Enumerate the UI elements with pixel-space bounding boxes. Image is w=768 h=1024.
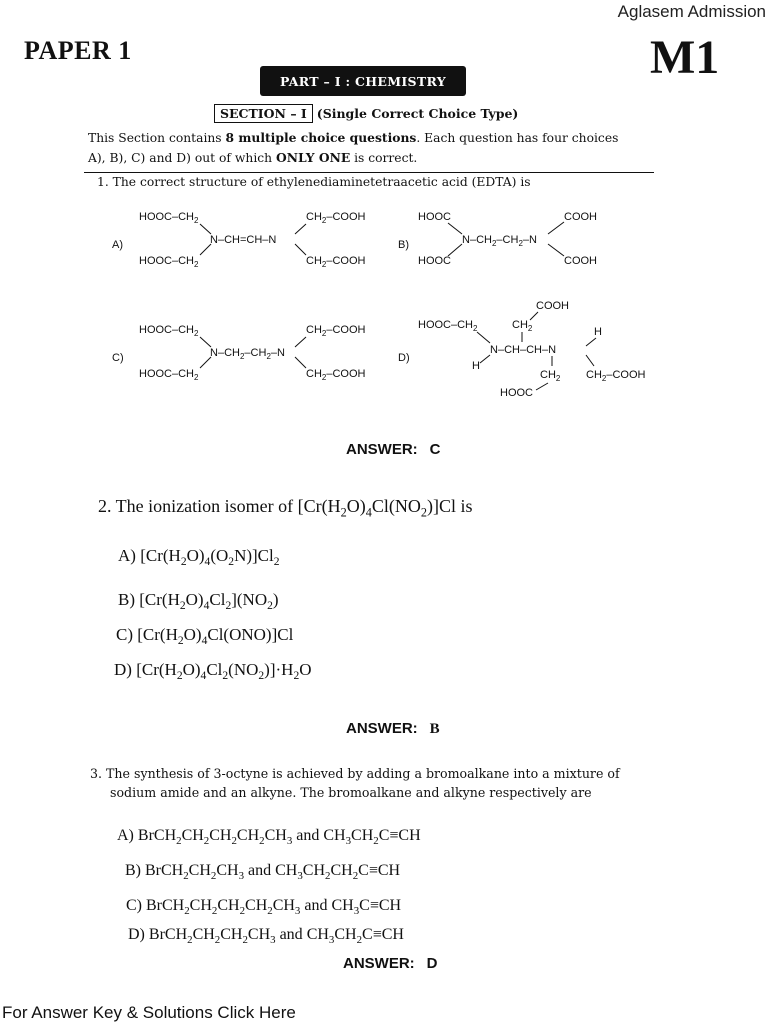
svg-text:CH2–COOH: $CH_2$–COOH xyxy=(306,368,366,382)
answer-label: ANSWER: xyxy=(346,441,418,458)
structure-b xyxy=(398,211,597,267)
instr-text: This Section contains xyxy=(88,131,226,145)
structure-a xyxy=(112,211,366,269)
svg-text:H: H xyxy=(472,360,480,372)
section-type: (Single Correct Choice Type) xyxy=(316,106,519,121)
section-label: SECTION – I xyxy=(214,104,313,123)
question-3-option-d: D) $BrCH_2CH_2CH_2CH_3$ and $CH_3CH_2C\equiv CH$ xyxy=(128,926,404,946)
svg-text:CH2–COOH: $CH_2$–COOH xyxy=(586,369,646,383)
svg-text:HOOC–CH2: HOOC–$CH_2$ xyxy=(139,368,199,382)
svg-text:N–CH2–CH2–N: $N-CH_2-CH_2-N$ xyxy=(462,234,537,248)
answer-3 xyxy=(343,955,438,972)
svg-text:CH2–COOH: $CH_2$–COOH xyxy=(306,324,366,338)
svg-text:HOOC–CH2: HOOC–$CH_2$ xyxy=(139,324,199,338)
section-heading xyxy=(214,104,518,123)
instr-text: is correct. xyxy=(350,151,418,165)
answer-value: D xyxy=(426,955,438,972)
paper-code: M1 xyxy=(650,31,720,84)
svg-text:H: H xyxy=(594,326,602,338)
answer-1 xyxy=(346,441,441,458)
instr-text: A), B), C) and D) out of which xyxy=(88,151,276,165)
structure-c xyxy=(112,324,366,382)
instr-bold: ONLY ONE xyxy=(276,150,351,165)
svg-text:CH2–COOH: $CH_2$–COOH xyxy=(306,211,366,225)
divider xyxy=(84,172,654,173)
question-2-option-b: B) $[Cr(H_2O)_4Cl_2](NO_2)$ xyxy=(118,590,279,613)
svg-text:N–CH2–CH2–N: $N-CH_2-CH_2-N$ xyxy=(210,347,285,361)
answer-value: C xyxy=(429,441,441,458)
svg-text:CH2: $CH_2$ xyxy=(540,369,561,383)
answer-2 xyxy=(346,720,440,738)
question-3-line-1: 3. The synthesis of 3-octyne is achieved by adding a bromoalkane into a mixture of xyxy=(90,766,620,781)
option-c-label: C) xyxy=(112,352,124,364)
option-b-label: B) xyxy=(398,239,409,251)
structure-d xyxy=(398,300,646,399)
question-2-text: 2. The ionization isomer of $[Cr(H_2O)_4Cl(NO_2)]Cl$ is xyxy=(98,496,473,520)
question-3-text xyxy=(90,764,690,802)
svg-text:COOH: COOH xyxy=(564,255,597,267)
option-a-label: A) xyxy=(112,239,123,251)
question-3-option-c: C) $BrCH_2CH_2CH_2CH_2CH_3$ and $CH_3C\equiv CH$ xyxy=(126,897,402,917)
section-instructions xyxy=(88,128,648,168)
structures-svg xyxy=(112,198,692,408)
instructions-line-1 xyxy=(88,128,648,148)
answer-label: ANSWER: xyxy=(346,720,418,737)
question-3-option-a: A) $BrCH_2CH_2CH_2CH_2CH_3$ and $CH_3CH_2C\equiv CH$ xyxy=(117,827,421,847)
svg-text:CH2–COOH: $CH_2$–COOH xyxy=(306,255,366,269)
brand-text: Aglasem Admission xyxy=(617,2,766,21)
svg-text:CH2: $CH_2$ xyxy=(512,319,533,333)
instr-bold: 8 multiple choice questions xyxy=(225,130,417,145)
option-d-label: D) xyxy=(398,352,410,364)
answer-label: ANSWER: xyxy=(343,955,415,972)
svg-text:N–CH–CH–N: N–CH–CH–N xyxy=(490,344,557,356)
svg-text:HOOC–CH2: HOOC–$CH_2$ xyxy=(418,319,478,333)
question-1-text: 1. The correct structure of ethylenediaminetetraacetic acid (EDTA) is xyxy=(97,175,531,189)
question-3-line-2: sodium amide and an alkyne. The bromoalkane and alkyne respectively are xyxy=(110,785,592,800)
part-banner: PART – I : CHEMISTRY xyxy=(260,66,466,96)
question-3-option-b: B) $BrCH_2CH_2CH_3$ and $CH_3CH_2CH_2C\equiv CH$ xyxy=(125,862,401,882)
edta-structures xyxy=(112,198,692,408)
svg-text:HOOC: HOOC xyxy=(500,387,533,399)
svg-text:HOOC: HOOC xyxy=(418,211,451,223)
svg-text:HOOC: HOOC xyxy=(418,255,451,267)
svg-text:COOH: COOH xyxy=(536,300,569,312)
paper-title: PAPER 1 xyxy=(24,36,132,65)
answer-value: B xyxy=(429,721,440,737)
answer-key-link[interactable]: For Answer Key & Solutions Click Here xyxy=(2,1003,296,1022)
question-2-option-d: D) $[Cr(H_2O)_4Cl_2(NO_2)]\cdot H_2O$ xyxy=(114,660,312,683)
question-2-option-c: C) $[Cr(H_2O)_4Cl(ONO)]Cl$ xyxy=(116,625,294,648)
svg-text:COOH: COOH xyxy=(564,211,597,223)
svg-text:HOOC–CH2: HOOC–$CH_2$ xyxy=(139,211,199,225)
instructions-line-2 xyxy=(88,148,648,168)
svg-text:N–CH=CH–N: N–CH=CH–N xyxy=(210,234,277,246)
instr-text: . Each question has four choices xyxy=(416,131,619,145)
question-2-option-a: A) $[Cr(H_2O)_4(O_2N)]Cl_2$ xyxy=(118,546,280,569)
svg-text:HOOC–CH2: HOOC–$CH_2$ xyxy=(139,255,199,269)
